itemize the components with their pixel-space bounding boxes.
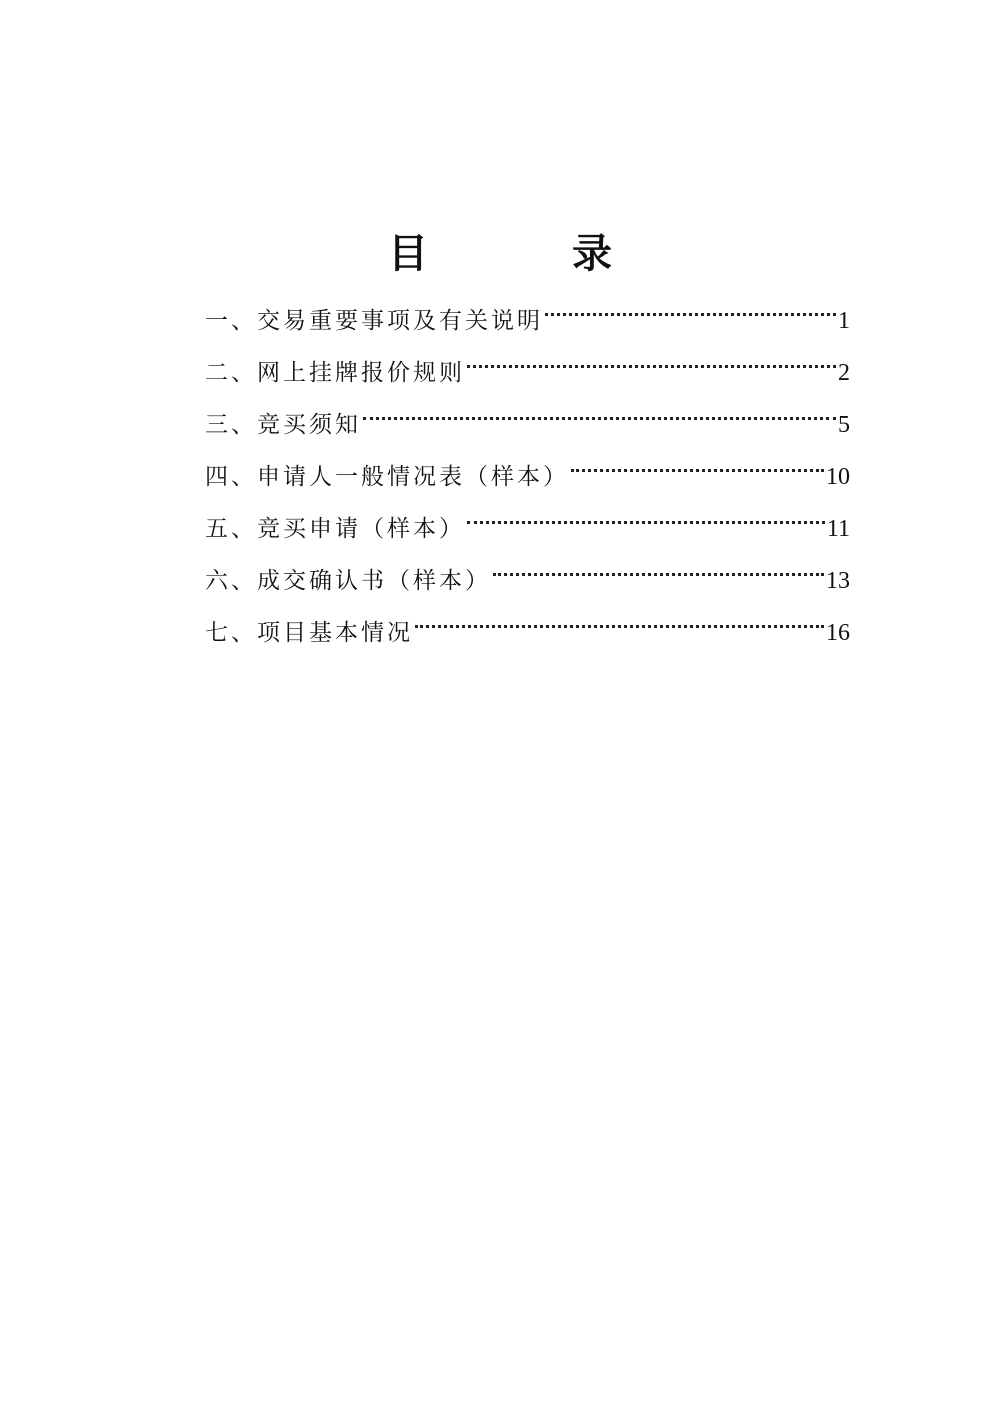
toc-title: 目 录 xyxy=(388,230,664,277)
toc-entry[interactable] xyxy=(205,392,850,444)
toc-entry-page-number: 11 xyxy=(826,516,850,542)
dot-leader xyxy=(571,444,824,484)
dot-leader xyxy=(415,600,824,640)
dot-leader xyxy=(467,496,825,536)
toc-entry-page-number: 1 xyxy=(838,308,850,334)
toc-entry[interactable] xyxy=(205,548,850,600)
toc-entry-page-number: 10 xyxy=(826,464,850,490)
toc-entry-label: 一、交易重要事项及有关说明 xyxy=(205,308,543,334)
toc-entry[interactable] xyxy=(205,288,850,340)
dot-leader xyxy=(467,340,836,380)
toc-entry-label: 七、项目基本情况 xyxy=(205,620,413,646)
toc-entry-page-number: 5 xyxy=(838,412,850,438)
dot-leader xyxy=(545,288,836,328)
toc-list xyxy=(205,288,850,652)
toc-entry-label: 六、成交确认书（样本） xyxy=(205,568,491,594)
toc-entry[interactable] xyxy=(205,444,850,496)
dot-leader xyxy=(363,392,836,432)
toc-entry-label: 二、网上挂牌报价规则 xyxy=(205,360,465,386)
toc-entry-label: 五、竞买申请（样本） xyxy=(205,516,465,542)
toc-entry-page-number: 13 xyxy=(826,568,850,594)
toc-entry-page-number: 2 xyxy=(838,360,850,386)
toc-entry[interactable] xyxy=(205,496,850,548)
toc-entry[interactable] xyxy=(205,600,850,652)
toc-entry-label: 三、竞买须知 xyxy=(205,412,361,438)
toc-entry-label: 四、申请人一般情况表（样本） xyxy=(205,464,569,490)
toc-entry[interactable] xyxy=(205,340,850,392)
toc-entry-page-number: 16 xyxy=(826,620,850,646)
dot-leader xyxy=(493,548,824,588)
